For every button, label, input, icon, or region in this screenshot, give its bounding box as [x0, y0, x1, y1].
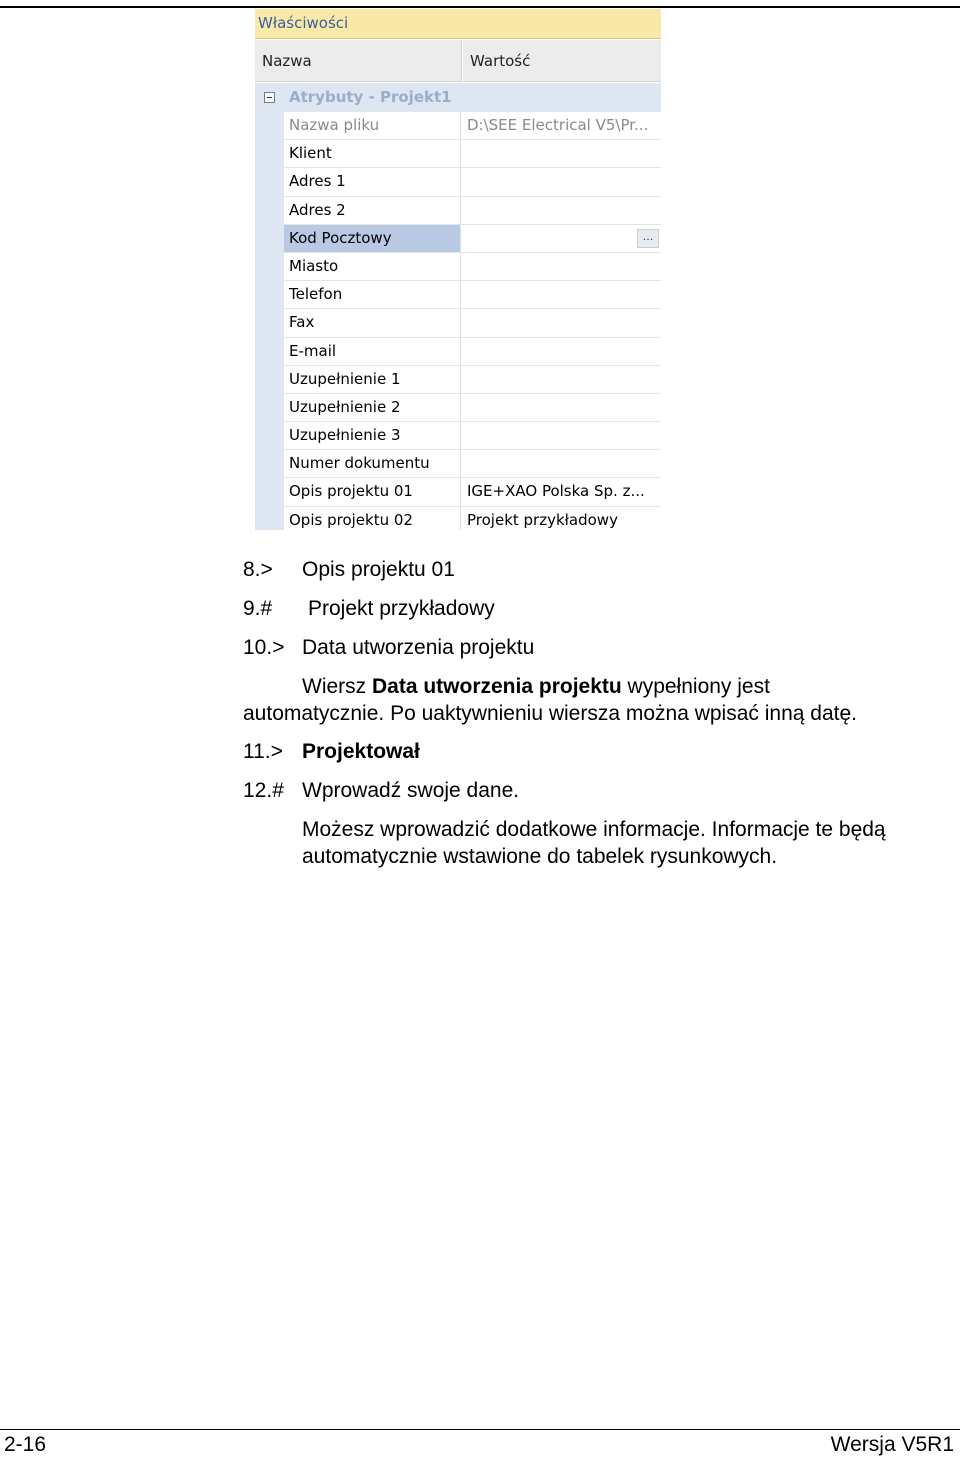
property-row[interactable] — [284, 366, 661, 394]
property-row[interactable] — [284, 140, 661, 168]
property-row[interactable] — [284, 422, 661, 450]
paragraph-suffix: wypełniony jest — [621, 675, 770, 698]
page-number: 2-16 — [4, 1433, 47, 1456]
paragraph-bold: Data utworzenia projektu — [372, 675, 622, 698]
property-row[interactable] — [284, 478, 661, 506]
step-number: 11.> — [243, 740, 283, 763]
step-number: 8.> — [243, 558, 273, 581]
paragraph-line: automatycznie. Po uaktywnieniu wiersza można wpisać inną datę. — [243, 702, 857, 725]
property-row[interactable] — [284, 394, 661, 422]
step-number: 12.# — [243, 779, 284, 802]
property-row[interactable] — [284, 253, 661, 281]
property-name: Klient — [284, 140, 461, 167]
properties-panel — [255, 9, 661, 530]
step-text: Opis projektu 01 — [302, 558, 455, 581]
property-value[interactable] — [462, 225, 661, 252]
category-label: Atrybuty - Projekt1 — [289, 88, 452, 106]
property-row[interactable] — [284, 338, 661, 366]
ellipsis-button[interactable]: ... — [637, 229, 659, 248]
paragraph-line: automatycznie wstawione do tabelek rysunkowych. — [302, 845, 778, 868]
property-name: Miasto — [284, 253, 461, 280]
property-value[interactable] — [462, 394, 661, 421]
paragraph-line — [302, 675, 770, 699]
property-value[interactable] — [462, 309, 661, 336]
version-label: Wersja V5R1 — [830, 1433, 954, 1456]
step-text: Wprowadź swoje dane. — [302, 779, 520, 802]
property-value[interactable] — [462, 422, 661, 449]
property-name: Uzupełnienie 2 — [284, 394, 461, 421]
category-row[interactable] — [255, 83, 661, 112]
property-value[interactable]: Projekt przykładowy — [467, 510, 618, 529]
paragraph-line: Możesz wprowadzić dodatkowe informacje. Informacje te będą — [302, 818, 886, 841]
footer-rule — [0, 1429, 960, 1430]
property-name: Uzupełnienie 3 — [284, 422, 461, 449]
property-name: Uzupełnienie 1 — [284, 366, 461, 393]
collapse-icon[interactable] — [264, 92, 275, 103]
property-name: E-mail — [284, 338, 461, 365]
top-rule — [0, 6, 960, 8]
panel-gutter — [255, 112, 284, 530]
property-row[interactable] — [284, 450, 661, 478]
step-text: Projektował — [302, 740, 420, 763]
property-value[interactable] — [462, 197, 661, 224]
property-value[interactable] — [462, 253, 661, 280]
property-name: Opis projektu 02 — [284, 507, 461, 530]
property-row[interactable] — [284, 507, 661, 530]
property-name: Adres 2 — [284, 197, 461, 224]
property-row[interactable] — [284, 281, 661, 309]
property-row[interactable] — [284, 168, 661, 196]
property-name: Nazwa pliku — [284, 112, 461, 139]
property-name: Fax — [284, 309, 461, 336]
property-value[interactable] — [462, 450, 661, 477]
property-row[interactable] — [284, 309, 661, 337]
property-value[interactable] — [462, 366, 661, 393]
property-row[interactable] — [284, 197, 661, 225]
property-name: Kod Pocztowy — [284, 225, 461, 252]
property-name: Adres 1 — [284, 168, 461, 195]
property-row-selected[interactable] — [284, 225, 661, 253]
property-value[interactable] — [462, 168, 661, 195]
property-name: Numer dokumentu — [284, 450, 461, 477]
property-value[interactable]: IGE+XAO Polska Sp. z... — [467, 482, 645, 501]
property-value[interactable] — [462, 140, 661, 167]
property-row[interactable] — [284, 112, 661, 140]
property-value[interactable] — [462, 338, 661, 365]
property-value[interactable]: D:\SEE Electrical V5\Pr... — [467, 116, 649, 134]
step-number: 10.> — [243, 636, 285, 659]
property-name: Opis projektu 01 — [284, 478, 461, 505]
paragraph-prefix: Wiersz — [302, 675, 372, 698]
column-header-name[interactable]: Nazwa — [255, 40, 462, 82]
property-value[interactable] — [462, 281, 661, 308]
panel-title: Właściwości — [255, 9, 661, 39]
column-header-value[interactable]: Wartość — [463, 40, 661, 82]
step-text: Projekt przykładowy — [308, 597, 495, 620]
step-number: 9.# — [243, 597, 273, 620]
property-name: Telefon — [284, 281, 461, 308]
property-rows — [284, 112, 661, 530]
step-text: Data utworzenia projektu — [302, 636, 535, 659]
